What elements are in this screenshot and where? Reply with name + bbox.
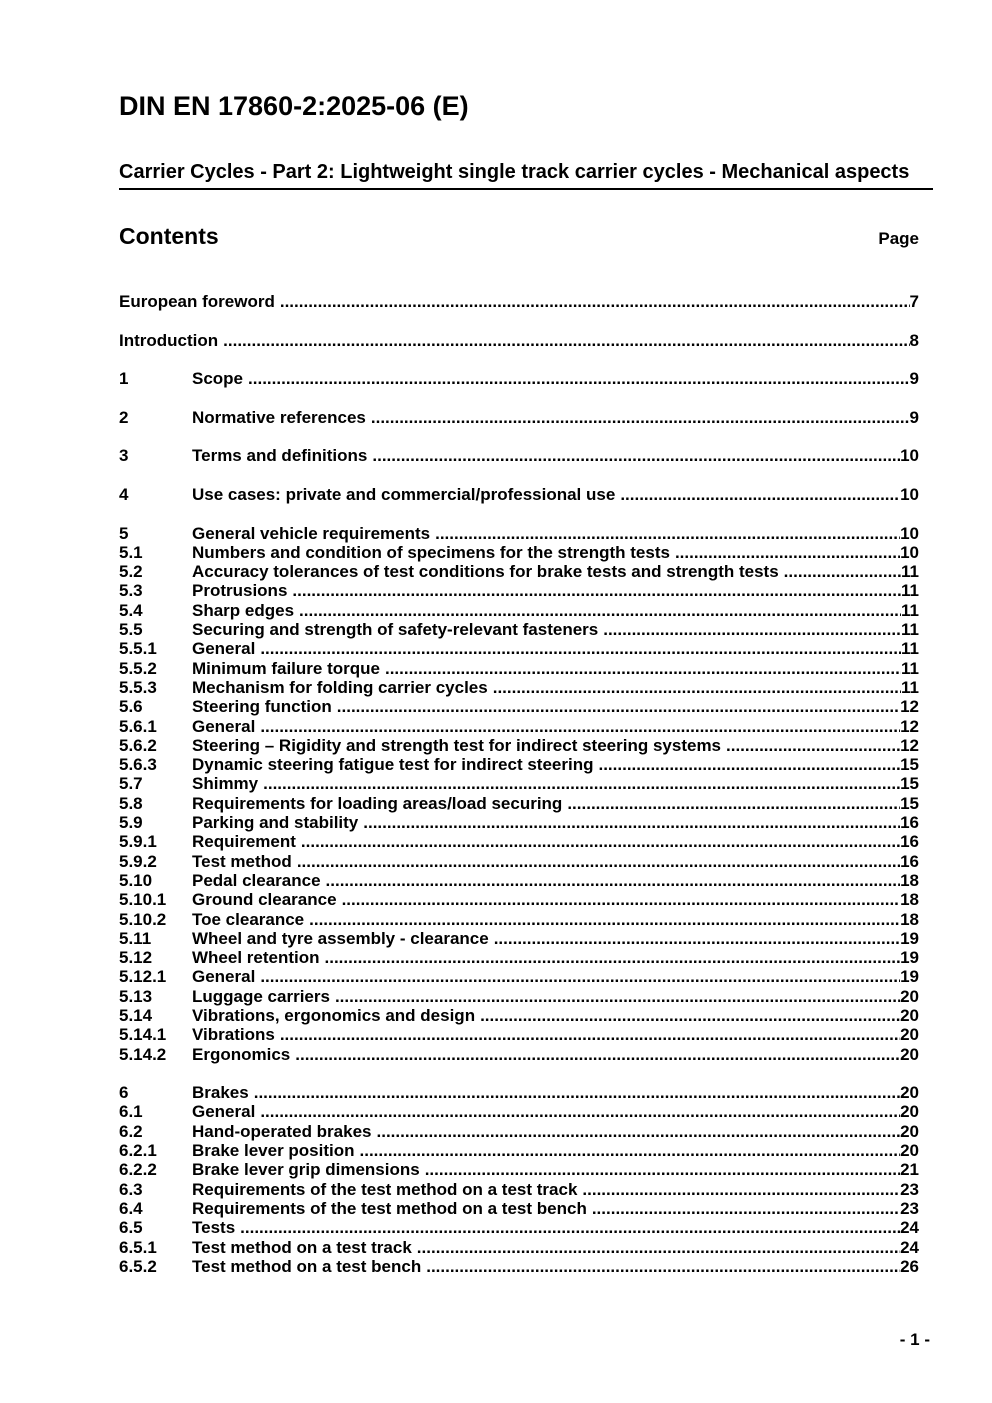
toc-entry-page: 15 — [900, 774, 919, 794]
toc-entry-page: 20 — [900, 1102, 919, 1122]
toc-entry-page: 12 — [900, 716, 919, 736]
toc-entry — [119, 1025, 919, 1044]
dot-leader — [337, 697, 900, 716]
toc-entry — [119, 1006, 919, 1025]
toc-entry — [119, 736, 919, 755]
toc-entry-title: Terms and definitions — [192, 446, 368, 466]
toc-entry-page: 18 — [900, 870, 919, 890]
toc-entry-page: 19 — [900, 967, 919, 987]
toc-entry-page: 12 — [900, 735, 919, 755]
toc-entry-number: 6 — [119, 1083, 129, 1103]
toc-entry — [119, 581, 919, 600]
toc-entry-number: 5.5.1 — [119, 639, 157, 659]
toc-entry-page: 11 — [901, 620, 919, 640]
toc-entry-title: Ground clearance — [192, 890, 337, 910]
dot-leader — [280, 1025, 900, 1044]
toc-entry-title: Scope — [192, 369, 244, 389]
toc-entry — [119, 524, 919, 543]
toc-entry-page: 10 — [900, 542, 919, 562]
toc-entry — [119, 1141, 919, 1160]
toc-entry — [119, 601, 919, 620]
toc-entry-title: Toe clearance — [192, 909, 305, 929]
dot-leader — [726, 736, 900, 755]
toc-entry — [119, 813, 919, 832]
toc-entry — [119, 331, 919, 350]
toc-entry-title: Protrusions — [192, 581, 288, 601]
dot-leader — [295, 1045, 900, 1064]
dot-leader — [603, 620, 901, 639]
toc-entry — [119, 639, 919, 658]
table-of-contents — [119, 292, 919, 1276]
toc-entry-page: 18 — [900, 909, 919, 929]
toc-entry-number: 5.4 — [119, 600, 143, 620]
toc-entry-title: Steering function — [192, 697, 332, 717]
toc-entry-number: 6.2.1 — [119, 1141, 157, 1161]
toc-entry-title: Hand-operated brakes — [192, 1121, 372, 1141]
toc-entry-number: 6.3 — [119, 1179, 143, 1199]
toc-entry — [119, 1238, 919, 1257]
dot-leader — [292, 581, 901, 600]
toc-entry-page: 11 — [901, 639, 919, 659]
toc-entry — [119, 832, 919, 851]
toc-entry-title: Wheel retention — [192, 948, 320, 968]
toc-entry-title: General — [192, 639, 256, 659]
toc-entry — [119, 1160, 919, 1179]
dot-leader — [377, 1122, 901, 1141]
toc-entry-title: Dynamic steering fatigue test for indirect steering — [192, 755, 594, 775]
dot-leader — [280, 292, 910, 311]
toc-entry-page: 20 — [900, 1005, 919, 1025]
toc-entry-page: 21 — [900, 1160, 919, 1180]
toc-entry-title: Brakes — [192, 1083, 249, 1103]
toc-entry-title: Test method on a test bench — [192, 1256, 422, 1276]
toc-entry-page: 18 — [900, 890, 919, 910]
toc-entry-number: 6.5.2 — [119, 1256, 157, 1276]
toc-entry-page: 23 — [900, 1179, 919, 1199]
toc-entry — [119, 446, 919, 465]
toc-entry-number: 5.6.1 — [119, 716, 157, 736]
dot-leader — [240, 1218, 900, 1237]
toc-entry-title: Luggage carriers — [192, 986, 330, 1006]
toc-entry-title: Brake lever grip dimensions — [192, 1160, 420, 1180]
toc-entry-title: Requirements for loading areas/load securing — [192, 793, 563, 813]
toc-entry-number: 5.9.1 — [119, 832, 157, 852]
dot-leader — [326, 871, 901, 890]
toc-entry-number: 5.2 — [119, 562, 143, 582]
footer-page-number: - 1 - — [899, 1330, 930, 1349]
toc-entry-number: 5.10.2 — [119, 909, 167, 929]
dot-leader — [598, 755, 900, 774]
toc-entry-number: 5.14 — [119, 1005, 153, 1025]
toc-entry-page: 19 — [900, 928, 919, 948]
dot-leader — [567, 794, 900, 813]
toc-entry-number: 5.5.2 — [119, 658, 157, 678]
toc-entry-title: Requirements of the test method on a test bench — [192, 1198, 587, 1218]
toc-entry-title: Mechanism for folding carrier cycles — [192, 677, 488, 697]
toc-entry-page: 15 — [900, 755, 919, 775]
toc-entry-page: 11 — [901, 562, 919, 582]
toc-entry-title: General — [192, 716, 256, 736]
toc-entry-page: 23 — [900, 1198, 919, 1218]
toc-entry — [119, 1083, 919, 1102]
toc-entry — [119, 967, 919, 986]
toc-entry — [119, 774, 919, 793]
toc-entry-title: Numbers and condition of specimens for the strength tests — [192, 542, 670, 562]
toc-entry-title: Minimum failure torque — [192, 658, 380, 678]
toc-entry-title: Vibrations, ergonomics and design — [192, 1005, 476, 1025]
toc-entry-page: 20 — [900, 1121, 919, 1141]
toc-entry-title: Steering – Rigidity and strength test for indirect steering systems — [192, 735, 722, 755]
toc-entry-number: 6.5.1 — [119, 1237, 157, 1257]
contents-header-row — [119, 223, 919, 249]
dot-leader — [301, 832, 900, 851]
toc-entry — [119, 717, 919, 736]
toc-entry-title: General vehicle requirements — [192, 523, 431, 543]
toc-entry-title: Test method — [192, 851, 292, 871]
toc-entry — [119, 1199, 919, 1218]
toc-entry — [119, 659, 919, 678]
toc-entry-number: 5.10 — [119, 870, 153, 890]
toc-entry-page: 12 — [900, 697, 919, 717]
dot-leader — [260, 967, 900, 986]
toc-entry — [119, 408, 919, 427]
toc-entry-title: General — [192, 1102, 256, 1122]
dot-leader — [425, 1160, 900, 1179]
toc-entry — [119, 697, 919, 716]
toc-entry — [119, 543, 919, 562]
dot-leader — [309, 910, 900, 929]
toc-entry-page: 20 — [900, 1044, 919, 1064]
toc-entry-page: 16 — [900, 851, 919, 871]
dot-leader — [582, 1180, 900, 1199]
dot-leader — [372, 446, 900, 465]
toc-entry-number: 5.9 — [119, 813, 143, 833]
toc-entry — [119, 485, 919, 504]
toc-entry-title: Sharp edges — [192, 600, 295, 620]
toc-entry-page: 10 — [900, 523, 919, 543]
dot-leader — [360, 1141, 901, 1160]
toc-entry-title: Requirement — [192, 832, 296, 852]
toc-entry-page: 24 — [900, 1237, 919, 1257]
toc-entry-number: 5.1 — [119, 542, 143, 562]
toc-entry-title: Brake lever position — [192, 1141, 355, 1161]
toc-entry-title: Requirements of the test method on a test track — [192, 1179, 578, 1199]
toc-entry-title: Test method on a test track — [192, 1237, 412, 1257]
toc-entry-page: 11 — [901, 600, 919, 620]
toc-entry-number: 5.14.1 — [119, 1025, 167, 1045]
dot-leader — [494, 929, 900, 948]
dot-leader — [784, 562, 901, 581]
toc-entry — [119, 755, 919, 774]
dot-leader — [335, 987, 900, 1006]
toc-entry-page: 24 — [900, 1218, 919, 1238]
toc-entry-title: Introduction — [119, 330, 219, 350]
dot-leader — [260, 639, 901, 658]
toc-entry-number: 5.8 — [119, 793, 143, 813]
toc-entry-page: 26 — [900, 1256, 919, 1276]
toc-entry-page: 20 — [900, 1141, 919, 1161]
toc-entry-number: 5.12.1 — [119, 967, 167, 987]
toc-entry-title: Ergonomics — [192, 1044, 291, 1064]
toc-entry-number: 5.7 — [119, 774, 143, 794]
toc-entry-title: Vibrations — [192, 1025, 275, 1045]
toc-entry-number: 6.2.2 — [119, 1160, 157, 1180]
dot-leader — [342, 890, 901, 909]
toc-entry-number: 5.13 — [119, 986, 153, 1006]
toc-entry-number: 5.10.1 — [119, 890, 167, 910]
toc-entry-number: 5.12 — [119, 948, 153, 968]
toc-entry — [119, 292, 919, 311]
toc-entry-page: 16 — [900, 813, 919, 833]
toc-entry-number: 6.2 — [119, 1121, 143, 1141]
toc-entry-number: 6.4 — [119, 1198, 143, 1218]
toc-entry — [119, 1122, 919, 1141]
dot-leader — [248, 369, 910, 388]
toc-entry-title: Pedal clearance — [192, 870, 321, 890]
toc-entry — [119, 871, 919, 890]
document-title: Carrier Cycles - Part 2: Lightweight single track carrier cycles - Mechanical aspects — [119, 161, 933, 190]
toc-entry-title: Securing and strength of safety-relevant fasteners — [192, 620, 599, 640]
dot-leader — [480, 1006, 900, 1025]
dot-leader — [435, 524, 900, 543]
toc-entry-page: 19 — [900, 948, 919, 968]
toc-entry — [119, 1257, 919, 1276]
toc-entry — [119, 929, 919, 948]
toc-entry-number: 4 — [119, 484, 129, 504]
toc-entry-page: 20 — [900, 1083, 919, 1103]
dot-leader — [297, 852, 900, 871]
toc-entry-number: 5.6.2 — [119, 735, 157, 755]
toc-entry-title: General — [192, 967, 256, 987]
toc-entry-page: 16 — [900, 832, 919, 852]
toc-entry — [119, 1180, 919, 1199]
toc-entry-title: Wheel and tyre assembly - clearance — [192, 928, 489, 948]
dot-leader — [260, 717, 900, 736]
toc-entry-number: 5.5.3 — [119, 677, 157, 697]
toc-entry-title: Tests — [192, 1218, 236, 1238]
toc-entry — [119, 852, 919, 871]
toc-entry-page: 10 — [900, 446, 919, 466]
dot-leader — [620, 485, 900, 504]
toc-entry-number: 5.5 — [119, 620, 143, 640]
toc-entry-title: Shimmy — [192, 774, 259, 794]
toc-entry-number: 2 — [119, 407, 129, 427]
dot-leader — [417, 1238, 900, 1257]
dot-leader — [675, 543, 900, 562]
document-code: DIN EN 17860-2:2025-06 (E) — [119, 91, 469, 121]
toc-entry-page: 7 — [909, 292, 919, 311]
toc-entry — [119, 369, 919, 388]
dot-leader — [363, 813, 900, 832]
toc-entry-number: 5.6 — [119, 697, 143, 717]
toc-entry-number: 6.1 — [119, 1102, 143, 1122]
toc-entry — [119, 948, 919, 967]
dot-leader — [299, 601, 901, 620]
toc-entry-page: 9 — [909, 369, 919, 389]
toc-entry — [119, 562, 919, 581]
toc-entry — [119, 1218, 919, 1237]
toc-entry-page: 9 — [909, 407, 919, 427]
toc-entry — [119, 890, 919, 909]
toc-entry-title: European foreword — [119, 292, 275, 311]
toc-entry-page: 15 — [900, 793, 919, 813]
toc-entry-number: 5.14.2 — [119, 1044, 167, 1064]
toc-entry — [119, 678, 919, 697]
toc-entry-number: 3 — [119, 446, 129, 466]
toc-entry-number: 5.11 — [119, 928, 152, 948]
dot-leader — [223, 331, 909, 350]
toc-entry-page: 20 — [900, 1025, 919, 1045]
dot-leader — [263, 774, 900, 793]
page-column-label: Page — [878, 229, 919, 248]
toc-entry — [119, 620, 919, 639]
toc-entry-page: 10 — [900, 484, 919, 504]
dot-leader — [493, 678, 901, 697]
toc-entry — [119, 987, 919, 1006]
toc-entry-page: 11 — [901, 581, 919, 601]
contents-heading: Contents — [119, 223, 219, 249]
toc-entry-page: 11 — [901, 677, 919, 697]
toc-entry-number: 6.5 — [119, 1218, 143, 1238]
toc-entry-title: Normative references — [192, 407, 366, 427]
toc-entry — [119, 794, 919, 813]
dot-leader — [371, 408, 910, 427]
dot-leader — [385, 659, 901, 678]
toc-entry-number: 1 — [119, 369, 129, 389]
toc-entry — [119, 1045, 919, 1064]
toc-entry — [119, 1102, 919, 1121]
toc-entry-page: 20 — [900, 986, 919, 1006]
toc-entry-number: 5.9.2 — [119, 851, 157, 871]
dot-leader — [260, 1102, 900, 1121]
dot-leader — [592, 1199, 900, 1218]
dot-leader — [426, 1257, 900, 1276]
toc-entry-title: Parking and stability — [192, 813, 359, 833]
toc-entry-number: 5.3 — [119, 581, 143, 601]
toc-entry-title: Use cases: private and commercial/professional use — [192, 484, 616, 504]
toc-entry-page: 8 — [909, 330, 919, 350]
toc-entry — [119, 910, 919, 929]
dot-leader — [254, 1083, 900, 1102]
toc-entry-number: 5.6.3 — [119, 755, 157, 775]
toc-entry-title: Accuracy tolerances of test conditions for brake tests and strength tests — [192, 562, 779, 582]
dot-leader — [325, 948, 901, 967]
toc-entry-page: 11 — [901, 658, 919, 678]
toc-entry-number: 5 — [119, 523, 129, 543]
